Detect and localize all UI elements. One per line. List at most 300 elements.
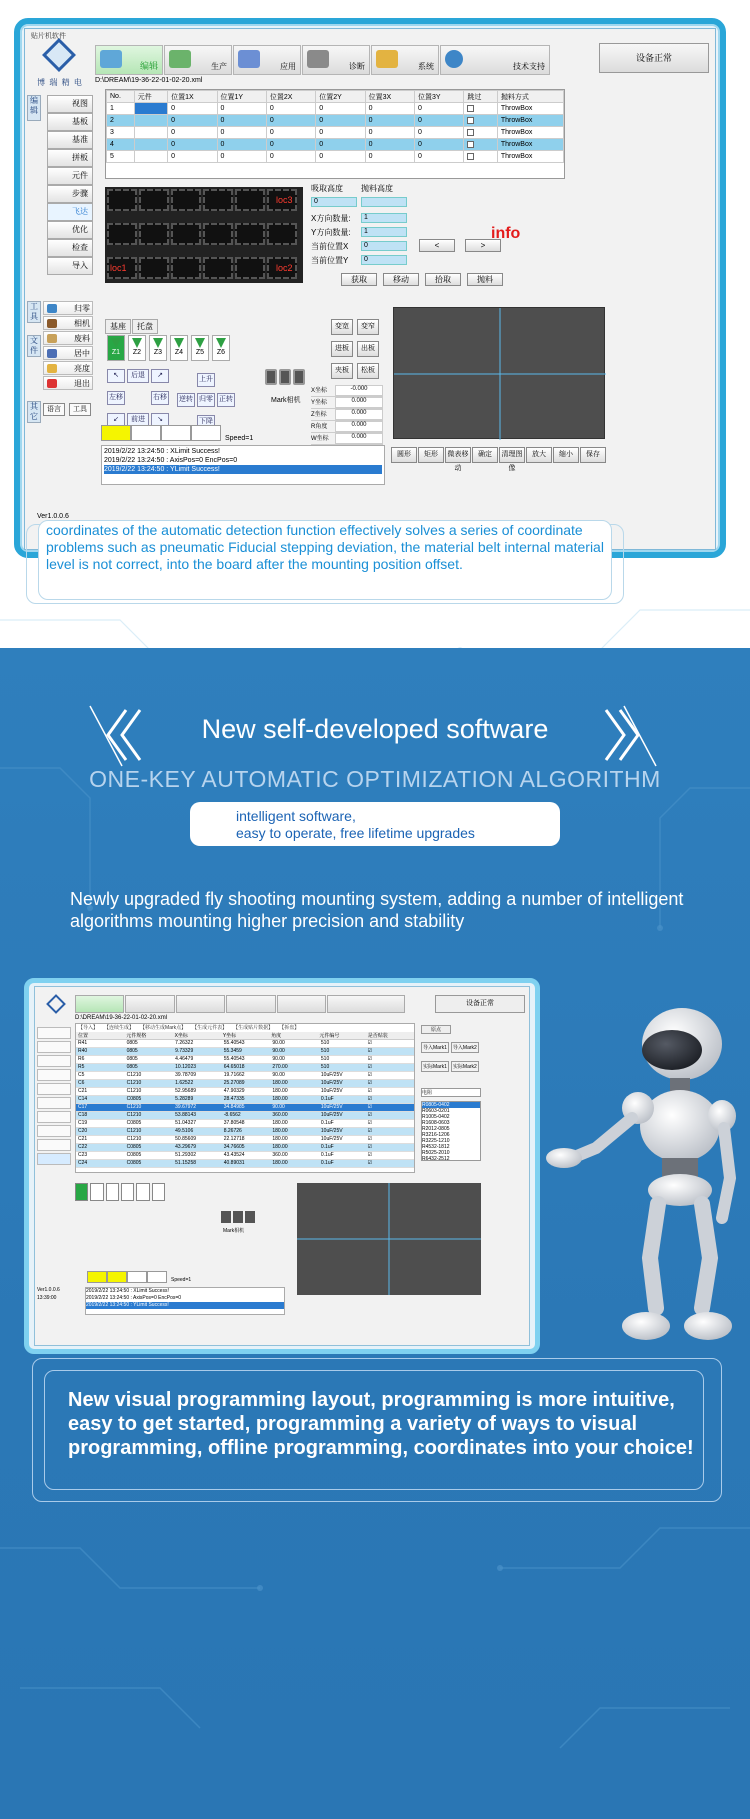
skip-checkbox[interactable]: [467, 141, 474, 148]
table-header: [76, 1032, 414, 1040]
col-no: No.: [107, 91, 135, 103]
table-cell: 10uF/25V: [320, 1088, 343, 1094]
side-tab-edit[interactable]: 编辑: [27, 95, 41, 121]
nozzle-z1[interactable]: [75, 1183, 88, 1201]
tab-base[interactable]: 基座: [105, 319, 131, 334]
component-table: [75, 1023, 415, 1173]
table-cell: C1210: [126, 1128, 142, 1134]
table-header-cell: Y坐标: [222, 1033, 237, 1039]
mount-checkbox[interactable]: ☑: [367, 1080, 372, 1086]
nozzle-z4[interactable]: Z4: [170, 335, 188, 361]
table-cell: 37.80548: [223, 1120, 245, 1126]
nav-item[interactable]: [37, 1083, 71, 1095]
nozzle-z3[interactable]: Z3: [149, 335, 167, 361]
table-row[interactable]: [76, 1088, 414, 1096]
table-cell: C5: [78, 1072, 85, 1078]
speed-slider[interactable]: [101, 425, 221, 441]
table-header-cell: 元件规格: [126, 1033, 147, 1039]
mount-checkbox[interactable]: ☑: [367, 1056, 372, 1062]
table-cell: 0805: [126, 1064, 138, 1070]
speed-slider[interactable]: [87, 1271, 167, 1283]
production-icon: [169, 50, 191, 68]
logo-text: 博 瑞 精 电: [37, 78, 83, 87]
table-cell: 1.62522: [175, 1080, 194, 1086]
feeder-cell: [203, 223, 233, 245]
feeder-images[interactable]: [105, 187, 303, 283]
table-cell: R5: [78, 1064, 85, 1070]
table-cell: 7.26322: [175, 1040, 194, 1046]
left-panel: [27, 95, 93, 515]
table-cell: C19: [78, 1120, 88, 1126]
side-tab-tools[interactable]: 工具: [27, 301, 41, 323]
table-row[interactable]: 4 0 0 0 0 0 0 ThrowBox: [107, 139, 564, 151]
mount-checkbox[interactable]: ☑: [367, 1120, 372, 1126]
table-cell: 9.73329: [175, 1048, 194, 1054]
nav-item-component[interactable]: 元件: [47, 167, 93, 185]
actual-mark2-button[interactable]: 实际Mark2: [451, 1061, 479, 1072]
unload-board-button[interactable]: 出板: [357, 341, 379, 357]
table-cell: C22: [78, 1144, 88, 1150]
table-cell: 90.00: [272, 1104, 285, 1110]
mount-checkbox[interactable]: ☑: [367, 1128, 372, 1134]
table-cell: 40.89031: [223, 1160, 245, 1166]
table-row[interactable]: [76, 1072, 414, 1080]
col-pos3x: 位置3X: [365, 91, 414, 103]
table-cell: 90.00: [272, 1040, 285, 1046]
speed-label: Speed=1: [225, 435, 254, 442]
crosshair-icon: [394, 308, 606, 440]
table-cell: 22.12718: [223, 1136, 245, 1142]
mark-camera-label: Mark相机: [271, 397, 301, 404]
next-button[interactable]: >: [465, 239, 501, 252]
tab-tray[interactable]: 托盘: [132, 319, 158, 334]
table-cell: 28.47335: [223, 1096, 245, 1102]
table-cell: 55.40543: [223, 1040, 245, 1046]
nozzle-icon: [174, 338, 184, 348]
cur-x-field[interactable]: 0: [361, 241, 407, 251]
table-row[interactable]: [76, 1120, 414, 1128]
mount-checkbox[interactable]: ☑: [367, 1136, 372, 1142]
feeder-cell: [139, 189, 169, 211]
toolbar-edit-button[interactable]: 编辑: [95, 45, 163, 75]
micro-move-button[interactable]: 微表移动: [445, 447, 471, 463]
col-pos2y: 位置2Y: [316, 91, 365, 103]
app2-window: [34, 986, 530, 1346]
device-status: 设备正常: [599, 43, 709, 73]
toolbar-support-button[interactable]: 技术支持: [440, 45, 550, 75]
nav-item-board[interactable]: 基板: [47, 113, 93, 131]
table-cell: 90.00: [272, 1072, 285, 1078]
jog-left-button[interactable]: 左移: [107, 391, 125, 405]
feeder-grid-table: [105, 89, 565, 179]
feeder-cell: [235, 189, 265, 211]
blue-section: [0, 648, 750, 1819]
table-row[interactable]: [76, 1080, 414, 1088]
nozzle-z1[interactable]: Z1: [107, 335, 125, 361]
table-cell: R6: [78, 1056, 85, 1062]
globe-icon: [445, 50, 463, 68]
nozzle-z2[interactable]: Z2: [128, 335, 146, 361]
import-mark2-button[interactable]: 导入Mark2: [451, 1042, 479, 1053]
table-row[interactable]: [76, 1040, 414, 1048]
table-cell: 270.00: [272, 1064, 288, 1070]
col-pos1y: 位置1Y: [217, 91, 266, 103]
side-tab-file[interactable]: 文件: [27, 335, 41, 357]
table-row[interactable]: [76, 1160, 414, 1168]
nav-item[interactable]: [37, 1027, 71, 1039]
col-skip: 跳过: [464, 91, 497, 103]
component-rows: [76, 1032, 414, 1168]
table-cell: 47.90329: [223, 1088, 245, 1094]
skip-checkbox[interactable]: [467, 129, 474, 136]
pick-height-field[interactable]: 0: [311, 197, 357, 207]
cur-x-label: 当前位置X: [311, 242, 349, 251]
camera-icon: [47, 319, 57, 328]
nav-item-feeder[interactable]: 飞达: [47, 203, 93, 221]
time-label: 13:39:00: [37, 1295, 57, 1301]
camera-icon: [265, 369, 277, 385]
nav-item[interactable]: [37, 1097, 71, 1109]
mount-checkbox[interactable]: ☑: [367, 1048, 372, 1054]
package-list[interactable]: R0805-0402 R0603-0201 R1005-0402 R1608-0603 R2012-0805 R3216-1206 R3225-1210 R4532-1812 R5025-2010 R6432-2512: [421, 1101, 481, 1161]
col-pos2x: 位置2X: [266, 91, 315, 103]
jog-z-up-button[interactable]: 上升: [197, 373, 215, 387]
base-tabs: [105, 319, 159, 334]
mount-checkbox[interactable]: ☑: [367, 1040, 372, 1046]
jog-zero-button[interactable]: 归零: [197, 393, 215, 407]
zoom-in-button[interactable]: 放大: [526, 447, 552, 463]
table-cell: 180.00: [272, 1080, 288, 1086]
table-row[interactable]: [76, 1056, 414, 1064]
toolbar-apply-button[interactable]: 应用: [233, 45, 301, 75]
nozzle-z5[interactable]: Z5: [191, 335, 209, 361]
nav-item[interactable]: [37, 1153, 71, 1165]
table-cell: 10uF/25V: [320, 1104, 343, 1110]
nav-item[interactable]: [37, 1125, 71, 1137]
nav-item-optimize[interactable]: 优化: [47, 221, 93, 239]
coord-row: X坐标 -0.000: [311, 385, 383, 397]
camera-icon: [233, 1211, 243, 1223]
mount-checkbox[interactable]: ☑: [367, 1112, 372, 1118]
nav-item[interactable]: [37, 1069, 71, 1081]
skip-checkbox[interactable]: [467, 105, 474, 112]
jog-forward-button[interactable]: 前进: [127, 413, 149, 427]
col-throw-mode: 抛料方式: [497, 91, 563, 103]
nozzle-z6[interactable]: Z6: [212, 335, 230, 361]
nav-item[interactable]: [37, 1041, 71, 1053]
table-cell: 510: [320, 1064, 330, 1070]
nozzle-z2[interactable]: [90, 1183, 103, 1201]
table-cell: 43.43524: [223, 1152, 245, 1158]
camera-view[interactable]: [393, 307, 605, 439]
description-text: coordinates of the automatic detection function effectively solves a series of coordinate problems such as pneumatic Fiducial stepping deviation, the material belt internal material level is not correct, into the board after the mounting position offset.: [46, 522, 604, 572]
table-cell: 0805: [126, 1048, 138, 1054]
nav-item-step[interactable]: 步骤: [47, 185, 93, 203]
table-cell: 52.95689: [175, 1088, 197, 1094]
actual-mark1-button[interactable]: 实际Mark1: [421, 1061, 449, 1072]
component-type-select[interactable]: 电阻: [421, 1088, 481, 1097]
table-cell: 51.15258: [175, 1160, 197, 1166]
logo-icon: [42, 38, 76, 72]
table-cell: 10uF/25V: [320, 1128, 343, 1134]
nav-item-fiducial[interactable]: 基准: [47, 131, 93, 149]
table-cell: 55.3459: [223, 1048, 242, 1054]
table-cell: 10uF/25V: [320, 1136, 343, 1142]
mount-checkbox[interactable]: ☑: [367, 1160, 372, 1166]
clamp-button[interactable]: 夹板: [331, 363, 353, 379]
mount-checkbox[interactable]: ☑: [367, 1152, 372, 1158]
table-row[interactable]: 2 0 0 0 0 0 0 ThrowBox: [107, 115, 564, 127]
nav-item[interactable]: [37, 1055, 71, 1067]
feeder-cell: [203, 257, 233, 279]
jog-up-left-arrow-icon[interactable]: ↖: [107, 369, 125, 383]
window-title: 贴片机软件: [31, 33, 66, 40]
table-row[interactable]: [76, 1104, 414, 1112]
nozzle-row: [75, 1183, 165, 1201]
table-cell: C1210: [126, 1072, 142, 1078]
nozzle-z5[interactable]: [136, 1183, 149, 1201]
load-board-button[interactable]: 进板: [331, 341, 353, 357]
tool-exit[interactable]: 退出: [43, 376, 93, 390]
table-cell: 360.00: [272, 1152, 288, 1158]
jog-down-right-arrow-icon[interactable]: ↘: [151, 413, 169, 427]
table-cell: 34.76605: [223, 1144, 245, 1150]
nav-item-check[interactable]: 检查: [47, 239, 93, 257]
subheadline: ONE-KEY AUTOMATIC OPTIMIZATION ALGORITHM: [89, 766, 661, 792]
table-header-cell: 角度: [271, 1033, 282, 1039]
nav-item-panel[interactable]: 拼板: [47, 149, 93, 167]
toolbar-system-button[interactable]: 系统: [371, 45, 439, 75]
table-row[interactable]: [76, 1136, 414, 1144]
jog-z-down-button[interactable]: 下降: [197, 415, 215, 429]
table-cell: 43.29679: [175, 1144, 197, 1150]
center-icon: [47, 349, 57, 358]
table-cell: 39.67972: [175, 1104, 197, 1110]
table-row[interactable]: [76, 1128, 414, 1136]
mount-checkbox[interactable]: ☑: [367, 1088, 372, 1094]
nozzle-row: [107, 335, 233, 361]
table-cell: C21: [78, 1088, 88, 1094]
jog-ccw-button[interactable]: 逆转: [177, 393, 195, 407]
pick-button[interactable]: 拾取: [425, 273, 461, 286]
save-button[interactable]: 保存: [580, 447, 606, 463]
feeder-cell: [171, 189, 201, 211]
nav-item[interactable]: [37, 1111, 71, 1123]
prev-button[interactable]: <: [419, 239, 455, 252]
language-button[interactable]: 语言: [43, 403, 65, 416]
table-cell: -8.6562: [223, 1112, 241, 1118]
jog-back-button[interactable]: 后退: [127, 369, 149, 383]
table-menu: 【导入】 【连续生成】 【移动生成Mark点】 【生成元件表】 【生成贴片数据】 【拆盘】: [78, 1025, 300, 1031]
logo: [41, 995, 71, 1025]
headline: New self-developed software: [201, 714, 549, 744]
feeder-cell: [235, 223, 265, 245]
table-cell: 0.1uF: [320, 1144, 334, 1150]
nozzle-z4[interactable]: [121, 1183, 134, 1201]
tool-center[interactable]: 居中: [43, 346, 93, 360]
camera-view[interactable]: [297, 1183, 481, 1295]
table-cell: 50.85609: [175, 1136, 197, 1142]
origin-button[interactable]: 原点: [421, 1025, 451, 1034]
side-tab-other[interactable]: 其它: [27, 401, 41, 423]
cur-y-field[interactable]: 0: [361, 255, 407, 265]
zoom-out-button[interactable]: 缩小: [553, 447, 579, 463]
col-pos3y: 位置3Y: [415, 91, 464, 103]
throw-height-field[interactable]: [361, 197, 407, 207]
skip-checkbox[interactable]: [467, 117, 474, 124]
table-cell: 55.40543: [223, 1056, 245, 1062]
mount-checkbox[interactable]: ☑: [367, 1144, 372, 1150]
get-button[interactable]: 获取: [341, 273, 377, 286]
table-cell: 8.26726: [223, 1128, 242, 1134]
jog-cw-button[interactable]: 正转: [217, 393, 235, 407]
tools-button[interactable]: 工具: [69, 403, 91, 416]
crosshair-icon: [297, 1183, 481, 1295]
diagnose-icon: [307, 50, 329, 68]
waste-icon: [47, 334, 57, 343]
mark-camera-icon[interactable]: [265, 369, 307, 393]
loc1-label: loc1: [110, 263, 127, 273]
table-cell: C1210: [126, 1136, 142, 1142]
mount-checkbox[interactable]: ☑: [367, 1104, 372, 1110]
x-count-field[interactable]: 1: [361, 213, 407, 223]
nav-item-import[interactable]: 导入: [47, 257, 93, 275]
tool-waste[interactable]: 废料: [43, 331, 93, 345]
nozzle-icon: [111, 338, 121, 348]
feature-pill-text: intelligent software, easy to operate, free lifetime upgrades: [236, 808, 475, 841]
tool-brightness[interactable]: 亮度: [43, 361, 93, 375]
widen-button[interactable]: 变宽: [331, 319, 353, 335]
table-row[interactable]: [76, 1152, 414, 1160]
table-cell: C18: [78, 1112, 88, 1118]
mark-panel: [421, 1025, 527, 1175]
coord-row: Y坐标 0.000: [311, 397, 383, 409]
table-cell: 53.88143: [175, 1112, 197, 1118]
import-mark1-button[interactable]: 导入Mark1: [421, 1042, 449, 1053]
loc2-label: loc2: [276, 263, 293, 273]
left-nav: [37, 1027, 71, 1247]
table-header-cell: 位置: [78, 1033, 89, 1039]
toolbar-diagnose-button[interactable]: [226, 995, 275, 1013]
jog-up-right-arrow-icon[interactable]: ↗: [151, 369, 169, 383]
mount-checkbox[interactable]: ☑: [367, 1072, 372, 1078]
visual-programming-text: New visual programming layout, programming is more intuitive, easy to get started, programming a variety of ways to visual programming, offline programming, coordinates into your choice!: [68, 1389, 694, 1459]
feeder-cell: [203, 189, 233, 211]
mount-checkbox[interactable]: ☑: [367, 1064, 372, 1070]
table-row[interactable]: 1 0 0 0 0 0 0 ThrowBox: [107, 103, 564, 115]
coordinate-readout: [311, 385, 383, 445]
camera-icon: [279, 369, 291, 385]
jog-right-button[interactable]: 右移: [151, 391, 169, 405]
y-count-field[interactable]: 1: [361, 227, 407, 237]
coord-row: R角度 0.000: [311, 421, 383, 433]
jog-down-left-arrow-icon[interactable]: ↙: [107, 413, 125, 427]
table-row[interactable]: [76, 1096, 414, 1104]
version-label: Ver1.0.0.6: [37, 1287, 60, 1293]
feeder-cell: [235, 257, 265, 279]
table-cell: C0805: [126, 1152, 142, 1158]
mount-checkbox[interactable]: ☑: [367, 1096, 372, 1102]
table-cell: C1210: [126, 1088, 142, 1094]
top-section: [0, 0, 750, 750]
table-cell: C1210: [126, 1104, 142, 1110]
table-row[interactable]: 3 0 0 0 0 0 0 ThrowBox: [107, 127, 564, 139]
move-button[interactable]: 移动: [383, 273, 419, 286]
table-row[interactable]: 5 0 0 0 0 0 0 ThrowBox: [107, 151, 564, 163]
release-button[interactable]: 松板: [357, 363, 379, 379]
camera-icon: [293, 369, 305, 385]
nozzle-icon: [195, 338, 205, 348]
logo: [33, 41, 87, 101]
table-cell: 180.00: [272, 1088, 288, 1094]
edit-icon: [100, 50, 122, 68]
confirm-button[interactable]: 确定: [472, 447, 498, 463]
table-cell: 5.28289: [175, 1096, 194, 1102]
speed-label: Speed=1: [171, 1277, 192, 1283]
table-cell: 180.00: [272, 1096, 288, 1102]
nav-item-view[interactable]: 视图: [47, 95, 93, 113]
table-row[interactable]: [76, 1064, 414, 1072]
table-cell: 10uF/25V: [320, 1080, 343, 1086]
toolbar-system-button[interactable]: [277, 995, 326, 1013]
info-label: info: [491, 225, 521, 242]
circle-button[interactable]: 圆形: [391, 447, 417, 463]
device-status: 设备正常: [435, 995, 525, 1013]
clear-image-button[interactable]: 清理图像: [499, 447, 525, 463]
toolbar-production-button[interactable]: [125, 995, 174, 1013]
table-cell: 39.78709: [175, 1072, 197, 1078]
loc3-label: loc3: [276, 195, 293, 205]
table-row[interactable]: [76, 1048, 414, 1056]
file-path: D:\DREAM\19-36-22-01-02-20.xml: [95, 77, 203, 84]
table-cell: C20: [78, 1128, 88, 1134]
table-cell: C0805: [126, 1144, 142, 1150]
table-header-cell: 是否贴装: [367, 1033, 388, 1039]
camera-toolbar: [391, 447, 607, 472]
nozzle-icon: [216, 338, 226, 348]
nozzle-z6[interactable]: [152, 1183, 165, 1201]
table-cell: 360.00: [272, 1112, 288, 1118]
mark-camera-icon[interactable]: [221, 1211, 261, 1225]
table-cell: 510: [320, 1048, 330, 1054]
table-cell: 180.00: [272, 1120, 288, 1126]
app2-toolbar: [75, 995, 405, 1013]
tool-camera[interactable]: 相机: [43, 316, 93, 330]
rect-button[interactable]: 矩形: [418, 447, 444, 463]
table-cell: 49.5106: [175, 1128, 194, 1134]
toolbar-production-button[interactable]: 生产: [164, 45, 232, 75]
throw-height-label: 抛料高度: [361, 184, 393, 193]
table-cell: 0.1uF: [320, 1120, 334, 1126]
table-row[interactable]: [76, 1144, 414, 1152]
table-cell: 90.00: [272, 1048, 285, 1054]
tool-home[interactable]: 归零: [43, 301, 93, 315]
throw-button[interactable]: 抛料: [467, 273, 503, 286]
toolbar-edit-button[interactable]: [75, 995, 124, 1013]
nozzle-z3[interactable]: [106, 1183, 119, 1201]
right-chevron-icon: [590, 700, 660, 770]
toolbar-diagnose-button[interactable]: 诊断: [302, 45, 370, 75]
nav-item[interactable]: [37, 1139, 71, 1151]
table-cell: R40: [78, 1048, 88, 1054]
table-cell: 0805: [126, 1056, 138, 1062]
feeder-cell: [107, 189, 137, 211]
toolbar-support-button[interactable]: [327, 995, 405, 1013]
table-row[interactable]: [76, 1112, 414, 1120]
narrow-button[interactable]: 变窄: [357, 319, 379, 335]
skip-checkbox[interactable]: [467, 153, 474, 160]
toolbar-apply-button[interactable]: [176, 995, 225, 1013]
